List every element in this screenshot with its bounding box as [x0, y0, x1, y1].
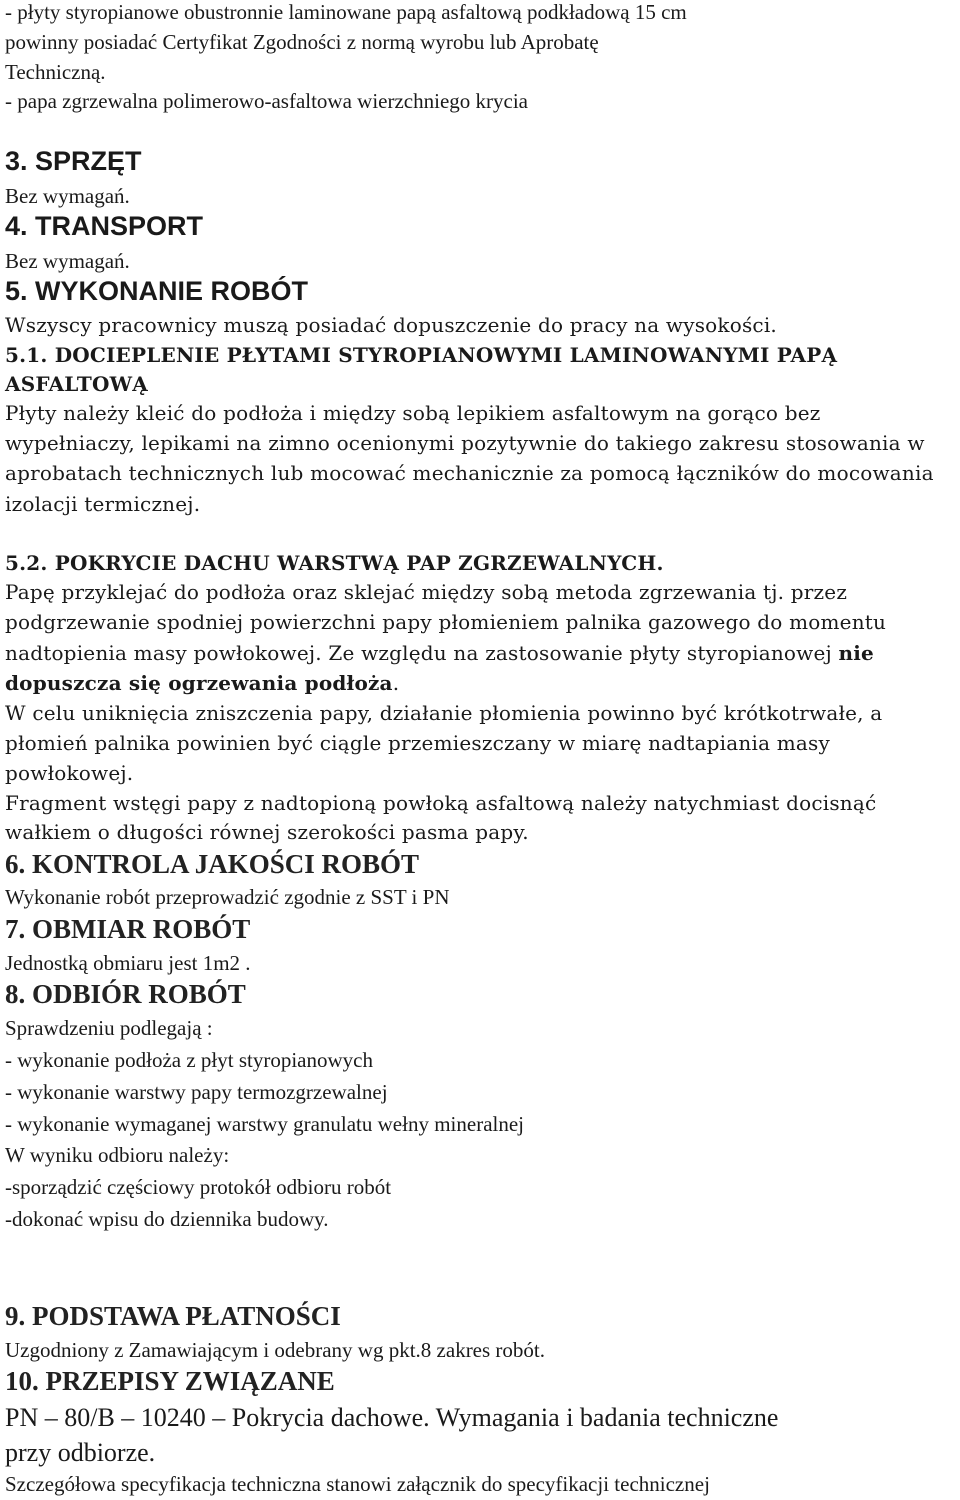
- section-9-text: Uzgodniony z Zamawiającym i odebrany wg pkt.8 zakres robót.: [5, 1338, 546, 1362]
- section-5-2-line-4-end: .: [392, 671, 400, 695]
- section-5-2-paragraph-line-1: Papę przyklejać do podłoża oraz sklejać między sobą metoda zgrzewania tj. przez: [5, 580, 848, 604]
- section-5-2-paragraph-line-8: Fragment wstęgi papy z nadtopioną powłoką asfaltową należy natychmiast docisnąć: [5, 791, 877, 815]
- section-8-item-3: - wykonanie wymaganej warstwy granulatu wełny mineralnej: [5, 1112, 525, 1136]
- section-9-heading: 9. PODSTAWA PŁATNOŚCI: [5, 1301, 341, 1331]
- section-5-1-heading-line-1: 5.1. DOCIEPLENIE PŁYTAMI STYROPIANOWYMI LAMINOWANYMI PAPĄ: [5, 343, 838, 367]
- section-5-2-paragraph-line-6: płomień palnika powinien być ciągle przemieszczany w miarę nadtapiania masy: [5, 731, 830, 755]
- section-5-2-paragraph-line-4: [5, 671, 399, 695]
- material-line-3: Techniczną.: [5, 60, 106, 84]
- section-5-1-paragraph-line-1: Płyty należy kleić do podłoża i między sobą lepikiem asfaltowym na gorąco bez: [5, 401, 821, 425]
- section-5-2-paragraph-line-3: [5, 641, 874, 665]
- section-10-norm-line-2: przy odbiorze.: [5, 1438, 156, 1467]
- material-line-1: - płyty styropianowe obustronnie laminowane papą asfaltową podkładową 15 cm: [5, 0, 687, 24]
- section-5-2-paragraph-line-2: podgrzewanie spodniej powierzchni papy płomieniem palnika gazowego do momentu: [5, 610, 887, 634]
- section-5-2-emphasis-warning: dopuszcza się ogrzewania podłoża: [5, 671, 393, 695]
- section-5-heading: 5. WYKONANIE ROBÓT: [5, 276, 309, 306]
- section-8-item-1: - wykonanie podłoża z płyt styropianowych: [5, 1048, 373, 1072]
- material-line-2: powinny posiadać Certyfikat Zgodności z normą wyrobu lub Aprobatę: [5, 30, 599, 54]
- section-5-1-heading-line-2: ASFALTOWĄ: [5, 372, 149, 396]
- section-5-1-paragraph-line-2: wypełniaczy, lepikami na zimno ocenionymi pozytywnie do takiego zakresu stosowania w: [5, 431, 925, 455]
- section-5-2-emphasis-nie: nie: [838, 641, 874, 665]
- section-7-heading: 7. OBMIAR ROBÓT: [5, 914, 251, 944]
- section-10-heading: 10. PRZEPISY ZWIĄZANE: [5, 1366, 335, 1396]
- material-line-4: - papa zgrzewalna polimerowo-asfaltowa wierzchniego krycia: [5, 89, 529, 113]
- section-8-intro: Sprawdzeniu podlegają :: [5, 1016, 213, 1040]
- section-5-2-paragraph-line-5: W celu uniknięcia zniszczenia papy, działanie płomienia powinno być krótkotrwałe, a: [5, 701, 883, 725]
- section-8-heading: 8. ODBIÓR ROBÓT: [5, 979, 246, 1009]
- section-4-heading: 4. TRANSPORT: [5, 211, 204, 241]
- section-3-heading: 3. SPRZĘT: [5, 146, 142, 176]
- section-4-text: Bez wymagań.: [5, 249, 130, 273]
- section-5-2-line-3-text: nadtopienia masy powłokowej. Ze względu na zastosowanie płyty styropianowej: [5, 641, 839, 665]
- section-8-item-2: - wykonanie warstwy papy termozgrzewalnej: [5, 1080, 388, 1104]
- section-6-text: Wykonanie robót przeprowadzić zgodnie z SST i PN: [5, 885, 450, 909]
- section-8-action-1: -sporządzić częściowy protokół odbioru robót: [5, 1175, 392, 1199]
- section-5-2-paragraph-line-7: powłokowej.: [5, 761, 134, 785]
- section-8-after: W wyniku odbioru należy:: [5, 1143, 230, 1167]
- section-3-text: Bez wymagań.: [5, 184, 130, 208]
- section-7-text: Jednostką obmiaru jest 1m2 .: [5, 951, 251, 975]
- section-5-1-paragraph-line-3: aprobatach technicznych lub mocować mechanicznie za pomocą łączników do mocowania: [5, 461, 934, 485]
- section-5-2-heading: 5.2. POKRYCIE DACHU WARSTWĄ PAP ZGRZEWALNYCH.: [5, 551, 664, 575]
- section-5-2-paragraph-line-9: wałkiem o długości równej szerokości pasma papy.: [5, 820, 529, 844]
- section-5-text: Wszyscy pracownicy muszą posiadać dopuszczenie do pracy na wysokości.: [5, 313, 777, 337]
- section-6-heading: 6. KONTROLA JAKOŚCI ROBÓT: [5, 849, 420, 879]
- section-10-note: Szczegółowa specyfikacja techniczna stanowi załącznik do specyfikacji technicznej: [5, 1472, 710, 1496]
- section-5-1-paragraph-line-4: izolacji termicznej.: [5, 492, 201, 516]
- section-8-action-2: -dokonać wpisu do dziennika budowy.: [5, 1207, 329, 1231]
- section-10-norm-line-1: PN – 80/B – 10240 – Pokrycia dachowe. Wymagania i badania techniczne: [5, 1403, 779, 1432]
